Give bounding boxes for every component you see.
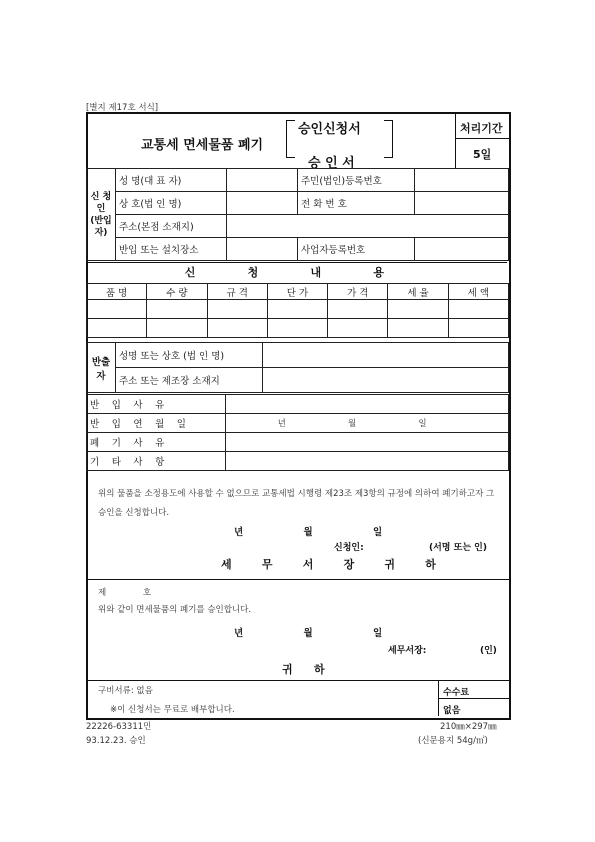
period-value: 5일	[473, 148, 492, 161]
paper-type: (신문용지 54g/㎡)	[418, 736, 488, 746]
location-label: 반입 또는 설치장소	[116, 238, 227, 261]
col-tax-amount: 세 액	[448, 284, 508, 300]
approval-text: 위와 같이 면세물품의 폐기를 승인합니다.	[98, 605, 252, 615]
other-label: 기 타 사 항	[87, 452, 226, 471]
shipper-address-field[interactable]	[263, 368, 509, 393]
shipper-table	[86, 342, 509, 393]
statement-addressee: 세 무 서 장 귀 하	[221, 558, 450, 571]
chief-seal: (인)	[480, 646, 497, 656]
misc-table	[86, 394, 509, 471]
col-spec: 규 격	[207, 284, 267, 300]
applicant-table	[86, 168, 509, 261]
resident-label: 주민(법인)등록번호	[298, 169, 415, 192]
col-unit-price: 단 가	[267, 284, 327, 300]
details-title: 신 청 내 용	[86, 262, 507, 283]
details-table	[86, 283, 509, 338]
form-code: [별지 제17호 서식]	[86, 103, 159, 113]
left-bracket	[286, 120, 295, 158]
table-row	[87, 300, 509, 319]
applicant-sign-label: 신청인:	[334, 543, 364, 553]
title-top: 승인신청서	[298, 122, 361, 137]
chief-label: 세무서장:	[388, 646, 427, 656]
bizno-label: 사업자등록번호	[298, 238, 415, 261]
name-label: 성 명(대 표 자)	[116, 169, 227, 192]
date-in-label: 반 입 연 월 일	[87, 414, 226, 433]
period-box	[455, 112, 510, 168]
shipper-name-label: 성명 또는 상호 (법 인 명)	[116, 343, 263, 368]
approval-addressee: 귀 하	[282, 663, 334, 676]
statement-text: 위의 물품을 소정용도에 사용할 수 없으므로 교통세법 시행령 제23조 제3항의 규정에 의하여 폐기하고자 그 승인을 신청합니다.	[98, 489, 495, 518]
disposal-reason-label: 폐 기 사 유	[87, 433, 226, 452]
required-documents: 구비서류: 없음	[98, 686, 153, 696]
reason-in-field[interactable]	[226, 395, 509, 414]
col-name: 품 명	[87, 284, 147, 300]
phone-field[interactable]	[415, 192, 509, 215]
date-in-field[interactable]: 년 월 일	[226, 414, 509, 433]
other-field[interactable]	[226, 452, 509, 471]
reason-in-label: 반 입 사 유	[87, 395, 226, 414]
col-qty: 수 량	[147, 284, 207, 300]
bizno-field[interactable]	[415, 238, 509, 261]
name-field[interactable]	[227, 169, 298, 192]
applicant-group-label: 신 청 인 (반입자)	[87, 169, 116, 261]
company-field[interactable]	[227, 192, 298, 215]
title-left: 교통세 면세물품 폐기	[141, 138, 264, 153]
form-header	[86, 112, 509, 169]
approval-number: 제 호	[98, 588, 169, 598]
paper-size: 210㎜×297㎜	[440, 722, 497, 732]
form-code-number: 22226-63311민	[86, 722, 152, 732]
phone-label: 전 화 번 호	[298, 192, 415, 215]
resident-field[interactable]	[415, 169, 509, 192]
col-tax-rate: 세 율	[388, 284, 448, 300]
fee-value: 없음	[443, 706, 461, 716]
address-label: 주소(본점 소재지)	[116, 215, 227, 238]
company-label: 상 호(법 인 명)	[116, 192, 227, 215]
statement-date: 년 월 일	[234, 527, 411, 538]
col-price: 가 격	[328, 284, 388, 300]
shipper-address-label: 주소 또는 제조장 소재지	[116, 368, 263, 393]
title-bottom: 승 인 서	[308, 156, 355, 171]
location-field[interactable]	[227, 238, 298, 261]
right-bracket	[384, 120, 393, 158]
address-field[interactable]	[227, 215, 509, 238]
applicant-sign-hint: (서명 또는 인)	[429, 543, 487, 553]
period-label: 처리기간	[460, 122, 503, 135]
disposal-reason-field[interactable]	[226, 433, 509, 452]
fee-label: 수수료	[443, 688, 470, 698]
table-row	[87, 319, 509, 338]
approval-date: 년 월 일	[234, 628, 411, 639]
free-distribution-note: ※이 신청서는 무료로 배부합니다.	[110, 705, 235, 715]
approval-stamp-date: 93.12.23. 승인	[86, 736, 146, 746]
shipper-name-field[interactable]	[263, 343, 509, 368]
details-header-row	[87, 284, 509, 300]
shipper-group-label: 반출자	[87, 343, 116, 393]
